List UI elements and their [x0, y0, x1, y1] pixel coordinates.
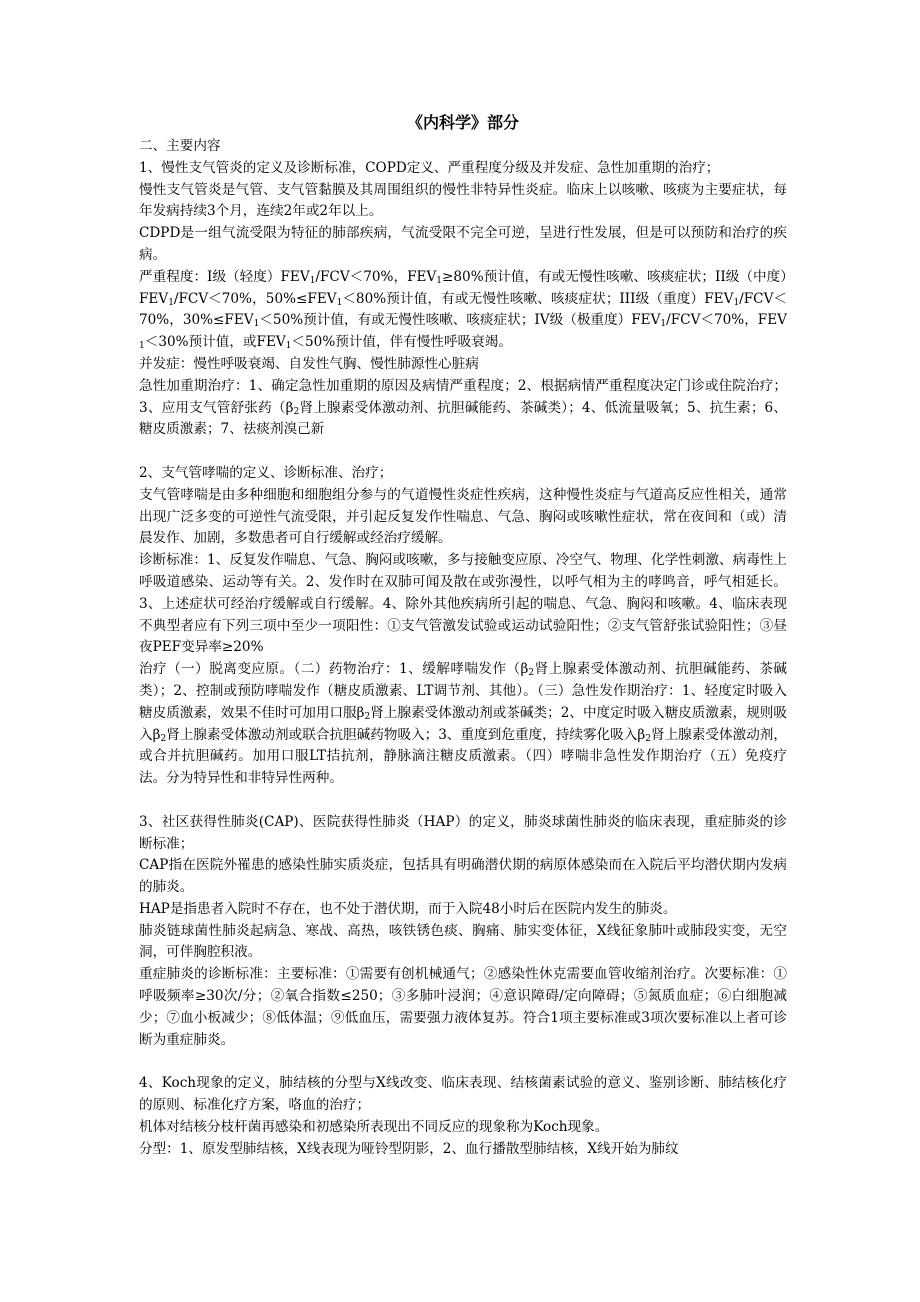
q3-pneumococcal: 肺炎链球菌性肺炎起病急、寒战、高热，咳铁锈色痰、胸痛、肺实变体征，X线征象肺叶或肺段实变，无空洞，可伴胸腔积液。	[139, 922, 787, 961]
paragraph-gap	[139, 1051, 787, 1073]
q1-treatment	[139, 376, 787, 441]
severity-text: /FCV＜70%，FEV	[666, 312, 787, 329]
paragraph-gap	[139, 441, 787, 463]
treatment-text: 治疗（一）脱离变应原。（二）药物治疗：1、缓解哮喘发作（β	[139, 661, 529, 678]
treatment-text: 肾上腺素受体激动剂或茶碱类；2、中度定时吸入糖皮质激素，规则吸入β	[139, 704, 787, 743]
q4-types: 分型：1、原发型肺结核，X线表现为哑铃型阴影，2、血行播散型肺结核，X线开始为肺纹	[139, 1140, 679, 1157]
severity-text: /FCV＜70%，30%≤FEV	[139, 290, 787, 329]
subscript: 2	[293, 406, 300, 417]
subscript: 1	[660, 319, 667, 330]
document-title: 《内科学》部分	[406, 113, 519, 132]
subscript: 2	[645, 733, 651, 744]
severity-text: 严重程度：I级（轻度）FEV	[139, 268, 310, 285]
severity-text: ≥80%预计值，有或无慢性咳嗽、咳痰症状；II级（中度）FEV	[139, 268, 787, 307]
q1-complications: 并发症：慢性呼吸衰竭、自发性气胸、慢性肺源性心脏病	[139, 355, 479, 372]
subscript: 2	[160, 733, 167, 744]
q4-heading: 4、Koch现象的定义，肺结核的分型与X线改变、临床表现、结核菌素试验的意义、鉴别诊断、肺结核化疗的原则、标准化疗方案，咯血的治疗；	[139, 1075, 787, 1114]
subscript: 2	[528, 668, 535, 679]
subscript: 2	[364, 711, 371, 722]
subscript: 1	[733, 297, 740, 308]
subscript: 1	[336, 297, 343, 308]
document-page	[139, 112, 787, 1160]
q3-severe-criteria: 重症肺炎的诊断标准：主要标准：①需要有创机械通气；②感染性休克需要血管收缩剂治疗。次要标准：①呼吸频率≥30次/分；②氧合指数≤250；③多肺叶浸润；④意识障碍/定向障碍；⑤氮质血症；⑥白细胞减少；⑦血小板减少；⑧低体温；⑨低血压，需要强力液体复苏。符合1项主要标准或3项次要标准以上者可诊断为重症肺炎。	[139, 966, 787, 1048]
q1-severity	[139, 267, 787, 354]
subscript: 1	[309, 275, 316, 286]
q2-definition: 支气管哮喘是由多种细胞和细胞组分参与的气道慢性炎症性疾病，这种慢性炎症与气道高反应性相关，通常出现广泛多变的可逆性气流受限，并引起反复发作性喘息、气急、胸闷或咳嗽性症状，常在夜间和（或）清晨发作、加剧，多数患者可自行缓解或经治疗缓解。	[139, 486, 787, 547]
treatment-text: 肾上腺素受体激动剂或联合抗胆碱药物吸入；3、重度到危重度，持续雾化吸入β	[166, 726, 646, 743]
section-heading: 二、主要内容	[139, 138, 221, 154]
severity-text: /FCV＜70%，FEV	[315, 268, 437, 285]
q4-koch-definition: 机体对结核分枝杆菌再感染和初感染所表现出不同反应的现象称为Koch现象。	[139, 1118, 609, 1135]
q2-treatment	[139, 659, 787, 790]
subscript: 1	[139, 341, 145, 352]
severity-text: ＜50%预计值，有或无慢性咳嗽、咳痰症状；IV级（极重度）FEV	[259, 312, 661, 329]
q1-definition: 慢性支气管炎是气管、支气管黏膜及其周围组织的慢性非特异性炎症。临床上以咳嗽、咳痰为主要症状，每年发病持续3个月，连续2年或2年以上。	[139, 181, 787, 220]
q2-heading: 2、支气管哮喘的定义、诊断标准、治疗；	[139, 464, 393, 481]
severity-text: ＜50%预计值，伴有慢性呼吸衰竭。	[291, 334, 512, 351]
severity-text: ＜80%预计值，有或无慢性咳嗽、咳痰症状；III级（重度）FEV	[342, 290, 734, 307]
subscript: 1	[253, 319, 260, 330]
treatment-text: 急性加重期治疗：1、确定急性加重期的原因及病情严重程度；2、根据病情严重程度决定门诊或住院治疗；3、应用支气管舒张药（β	[139, 377, 787, 416]
q3-cap-definition: CAP指在医院外罹患的感染性肺实质炎症，包括具有明确潜伏期的病原体感染而在入院后平均潜伏期内发病的肺炎。	[139, 857, 787, 896]
q3-heading: 3、社区获得性肺炎(CAP)、医院获得性肺炎（HAP）的定义，肺炎球菌性肺炎的临床表现，重症肺炎的诊断标准；	[139, 813, 787, 852]
severity-text: /FCV＜70%，50%≤FEV	[173, 290, 337, 307]
q2-diagnosis: 诊断标准：1、反复发作喘息、气急、胸闷或咳嗽，多与接触变应原、冷空气、物理、化学性刺激、病毒性上呼吸道感染、运动等有关。2、发作时在双肺可闻及散在或弥漫性，以呼气相为主的哮鸣音，呼气相延长。3、上述症状可经治疗缓解或自行缓解。4、除外其他疾病所引起的喘息、气急、胸闷和咳嗽。4、临床表现不典型者应有下列三项中至少一项阳性：①支气管激发试验或运动试验阳性；②支气管舒张试验阳性；③昼夜PEF变异率≥20%	[139, 552, 787, 656]
q1-heading: 1、慢性支气管炎的定义及诊断标准，COPD定义、严重程度分级及并发症、急性加重期的治疗；	[139, 159, 720, 176]
treatment-text: 肾上腺素受体激动剂、抗胆碱能药、茶碱类）；2、控制或预防哮喘发作（糖皮质激素、LT调节剂、其他）。（三）急性发作期治疗：1、轻度定时吸入糖皮质激素，效果不佳时可加用口服β	[139, 661, 787, 721]
subscript: 1	[285, 341, 292, 352]
treatment-text: 肾上腺素受体激动剂，或合并抗胆碱药。加用口服LT拮抗剂，静脉滴注糖皮质激素。（四）哮喘非急性发作期治疗（五）免疫疗法。分为特异性和非特异性两种。	[139, 726, 788, 787]
severity-text: ＜30%预计值，或FEV	[144, 334, 286, 351]
q1-copd-definition: CDPD是一组气流受限为特征的肺部疾病，气流受限不完全可逆，呈进行性发展，但是可以预防和治疗的疾病。	[139, 225, 787, 263]
paragraph-gap	[139, 790, 787, 812]
subscript: 1	[168, 297, 174, 308]
treatment-text: 肾上腺素受体激动剂、抗胆碱能药、茶碱类）；4、低流量吸氧；5、抗生素；6、糖皮质激素；7、祛痰剂溴己新	[139, 399, 787, 438]
subscript: 1	[436, 275, 442, 286]
q3-hap-definition: HAP是指患者入院时不存在，也不处于潜伏期，而于入院48小时后在医院内发生的肺炎。	[139, 900, 677, 917]
